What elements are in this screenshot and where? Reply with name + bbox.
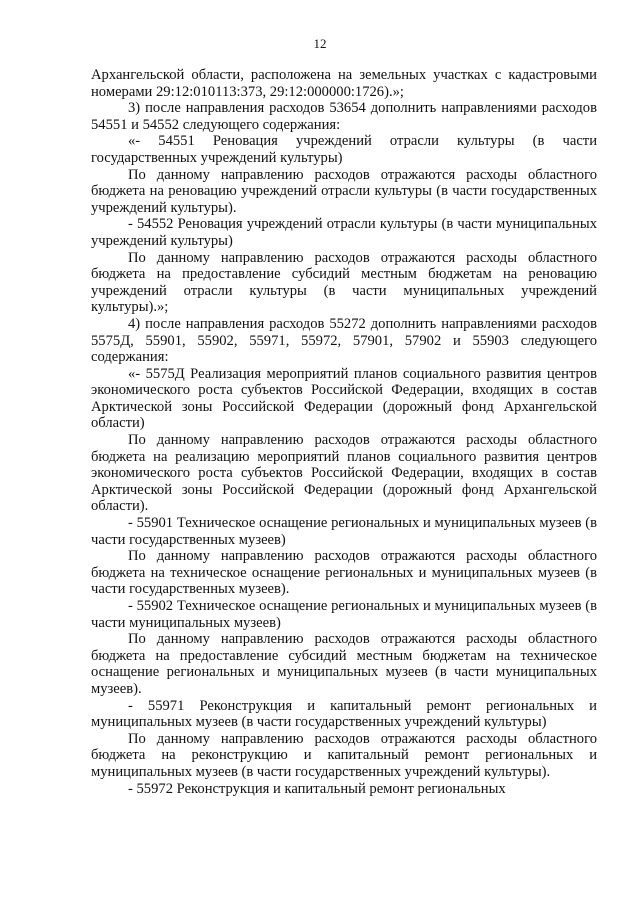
paragraph: По данному направлению расходов отражаются расходы областного бюджета на реконструкцию и капитальный ремонт региональных и муниципальных музеев (в части государственных учреждений культуры). [91,730,597,780]
paragraph: По данному направлению расходов отражаются расходы областного бюджета на техническое оснащение региональных и муниципальных музеев (в части государственных музеев). [91,548,597,598]
paragraph: По данному направлению расходов отражаются расходы областного бюджета на реновацию учреждений отрасли культуры (в части государственных учреждений культуры). [91,166,597,216]
paragraph: - 55971 Реконструкция и капитальный ремонт региональных и муниципальных музеев (в части государственных учреждений культуры) [91,697,597,731]
page-number: 12 [313,36,327,51]
paragraph: По данному направлению расходов отражаются расходы областного бюджета на предоставление субсидий местным бюджетам на реновацию учреждений отрасли культуры (в части муниципальных учреждений культуры).»; [91,249,597,316]
paragraph: 3) после направления расходов 53654 дополнить направлениями расходов 54551 и 54552 следующего содержания: [91,100,597,133]
paragraph: Архангельской области, расположена на земельных участках с кадастровыми номерами 29:12:010113:373, 29:12:000000:1726).»; [91,67,597,100]
paragraph: - 55972 Реконструкция и капитальный ремонт региональных [128,780,506,797]
paragraph: - 55901 Техническое оснащение региональных и муниципальных музеев (в части государственных музеев) [91,515,597,548]
paragraph: - 54552 Реновация учреждений отрасли культуры (в части муниципальных учреждений культуры) [91,216,597,249]
document-body [91,67,597,797]
paragraph: По данному направлению расходов отражаются расходы областного бюджета на реализацию мероприятий планов социального развития центров экономического роста субъектов Российской Федерации, входящих в состав Арктической зоны Российской Федерации (дорожный фонд Архангельской области). [91,432,597,515]
paragraph: «- 54551 Реновация учреждений отрасли культуры (в части государственных учреждений культуры) [91,133,597,166]
paragraph: По данному направлению расходов отражаются расходы областного бюджета на предоставление субсидий местным бюджетам на техническое оснащение региональных и муниципальных музеев (в части муниципальных музеев). [91,631,597,697]
paragraph: 4) после направления расходов 55272 дополнить направлениями расходов 5575Д, 55901, 55902, 55971, 55972, 57901, 57902 и 55903 следующего содержания: [91,315,597,366]
paragraph: «- 5575Д Реализация мероприятий планов социального развития центров экономического роста субъектов Российской Федерации, входящих в состав Арктической зоны Российской Федерации (дорожный фонд Архангельской области) [91,365,597,432]
paragraph: - 55902 Техническое оснащение региональных и муниципальных музеев (в части муниципальных музеев) [91,598,597,631]
